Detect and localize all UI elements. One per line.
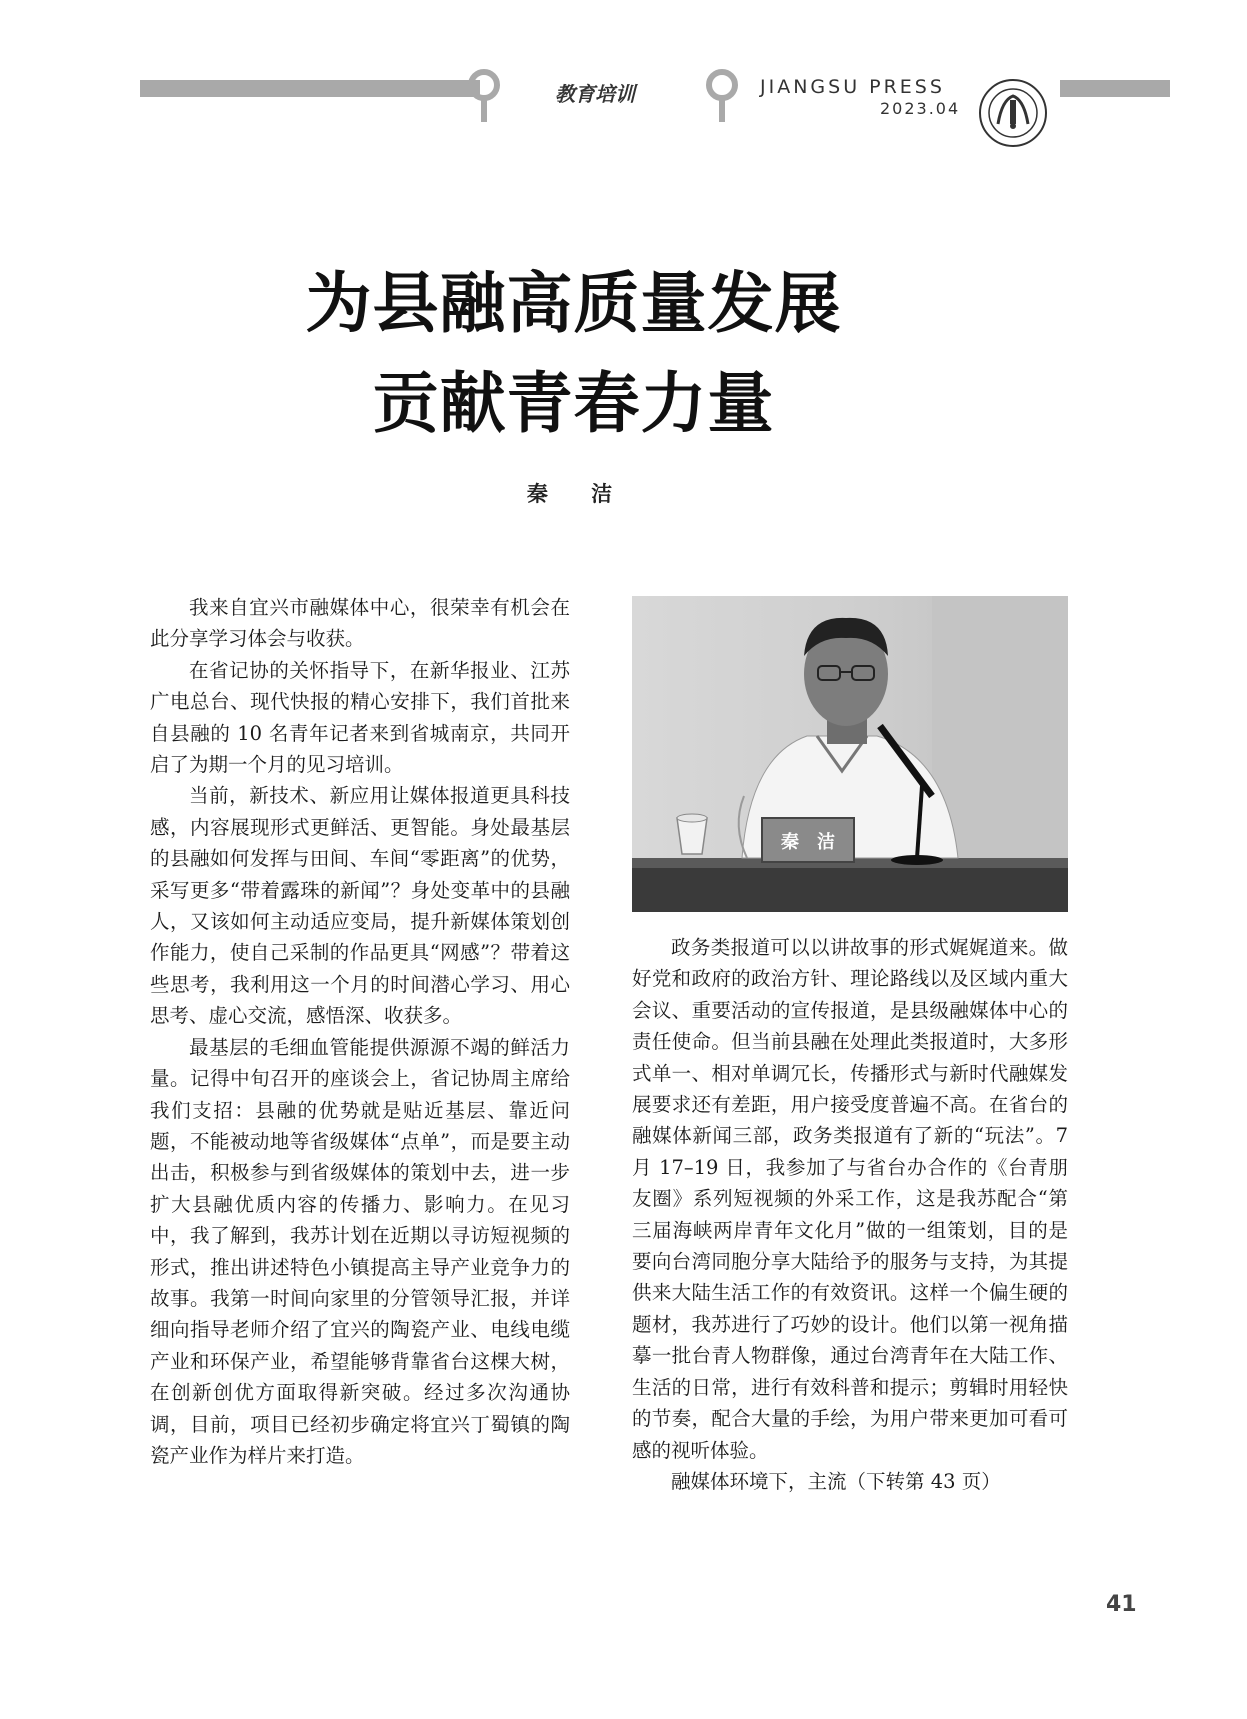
map-pin-icon — [466, 68, 502, 124]
paragraph: 最基层的毛细血管能提供源源不竭的鲜活力量。记得中旬召开的座谈会上，省记协周主席给我们支招：县融的优势就是贴近基层、靠近问题，不能被动地等省级媒体“点单”，而是要主动出击，积极参与到省级媒体的策划中去，进一步扩大县融优质内容的传播力、影响力。在见习中，我了解到，我苏计划在近期以寻访短视频的形式，推出讲述特色小镇提高主导产业竞争力的故事。我第一时间向家里的分管领导汇报，并详细向指导老师介绍了宜兴的陶瓷产业、电线电缆产业和环保产业，希望能够背靠省台这棵大树，在创新创优方面取得新突破。经过多次沟通协调，目前，项目已经初步确定将宜兴丁蜀镇的陶瓷产业作为样片来打造。 — [150, 1035, 570, 1467]
map-pin-icon — [704, 68, 740, 124]
journal-issue: 2023.04 — [880, 99, 961, 118]
journal-name: JIANGSU PRESS — [760, 76, 945, 98]
paragraph: 当前，新技术、新应用让媒体报道更具科技感，内容展现形式更鲜活、更智能。身处最基层的县融如何发挥与田间、车间“零距离”的优势，采写更多“带着露珠的新闻”？身处变革中的县融人，又该如何主动适应变局，提升新媒体策划创作能力，使自己采制的作品更具“网感”？带着这些思考，我利用这一个月的时间潜心学习、用心思考、虚心交流，感悟深、收获多。 — [150, 784, 570, 1028]
right-column — [632, 932, 1068, 1497]
article-author — [0, 478, 1247, 508]
header-bar-left — [140, 80, 480, 97]
paragraph: 我来自宜兴市融媒体中心，很荣幸有机会在此分享学习体会与收获。 — [150, 596, 570, 651]
author-name: 秦 洁 — [526, 482, 631, 506]
left-column — [150, 592, 570, 1471]
page-number: 41 — [1106, 1592, 1137, 1617]
journal-emblem-icon — [978, 78, 1048, 148]
nameplate-text: 秦 洁 — [781, 832, 835, 853]
header-bar-right — [1060, 80, 1170, 97]
paragraph: 政务类报道可以以讲故事的形式娓娓道来。做好党和政府的政治方针、理论路线以及区域内重大会议、重要活动的宣传报道，是县级融媒体中心的责任使命。但当前县融在处理此类报道时，大多形式单一、相对单调冗长，传播形式与新时代融媒发展要求还有差距，用户接受度普遍不高。在省台的融媒体新闻三部，政务类报道有了新的“玩法”。7月 17–19 日，我参加了与省台办合作的《台青朋友圈》系列短视频的外采工作，这是我苏配合“第三届海峡两岸青年文化月”做的一组策划，目的是要向台湾同胞分享大陆给予的服务与支持，为其提供来大陆生活工作的有效资讯。这样一个偏生硬的题材，我苏进行了巧妙的设计。他们以第一视角描摹一批台青人物群像，通过台湾青年在大陆工作、生活的日常，进行有效科普和提示；剪辑时用轻快的节奏，配合大量的手绘，为用户带来更加可看可感的视听体验。 — [632, 936, 1068, 1462]
article-title-line2: 贡献青春力量 — [372, 365, 775, 442]
section-label: 教育培训 — [555, 82, 635, 106]
continue-note: 融媒体环境下，主流（下转第 43 页） — [671, 1469, 1001, 1493]
paragraph: 在省记协的关怀指导下，在新华报业、江苏广电总台、现代快报的精心安排下，我们首批来自县融的 10 名青年记者来到省城南京，共同开启了为期一个月的见习培训。 — [150, 658, 570, 777]
article-title-line1: 为县融高质量发展 — [305, 265, 842, 342]
speaker-photo — [632, 596, 1068, 912]
